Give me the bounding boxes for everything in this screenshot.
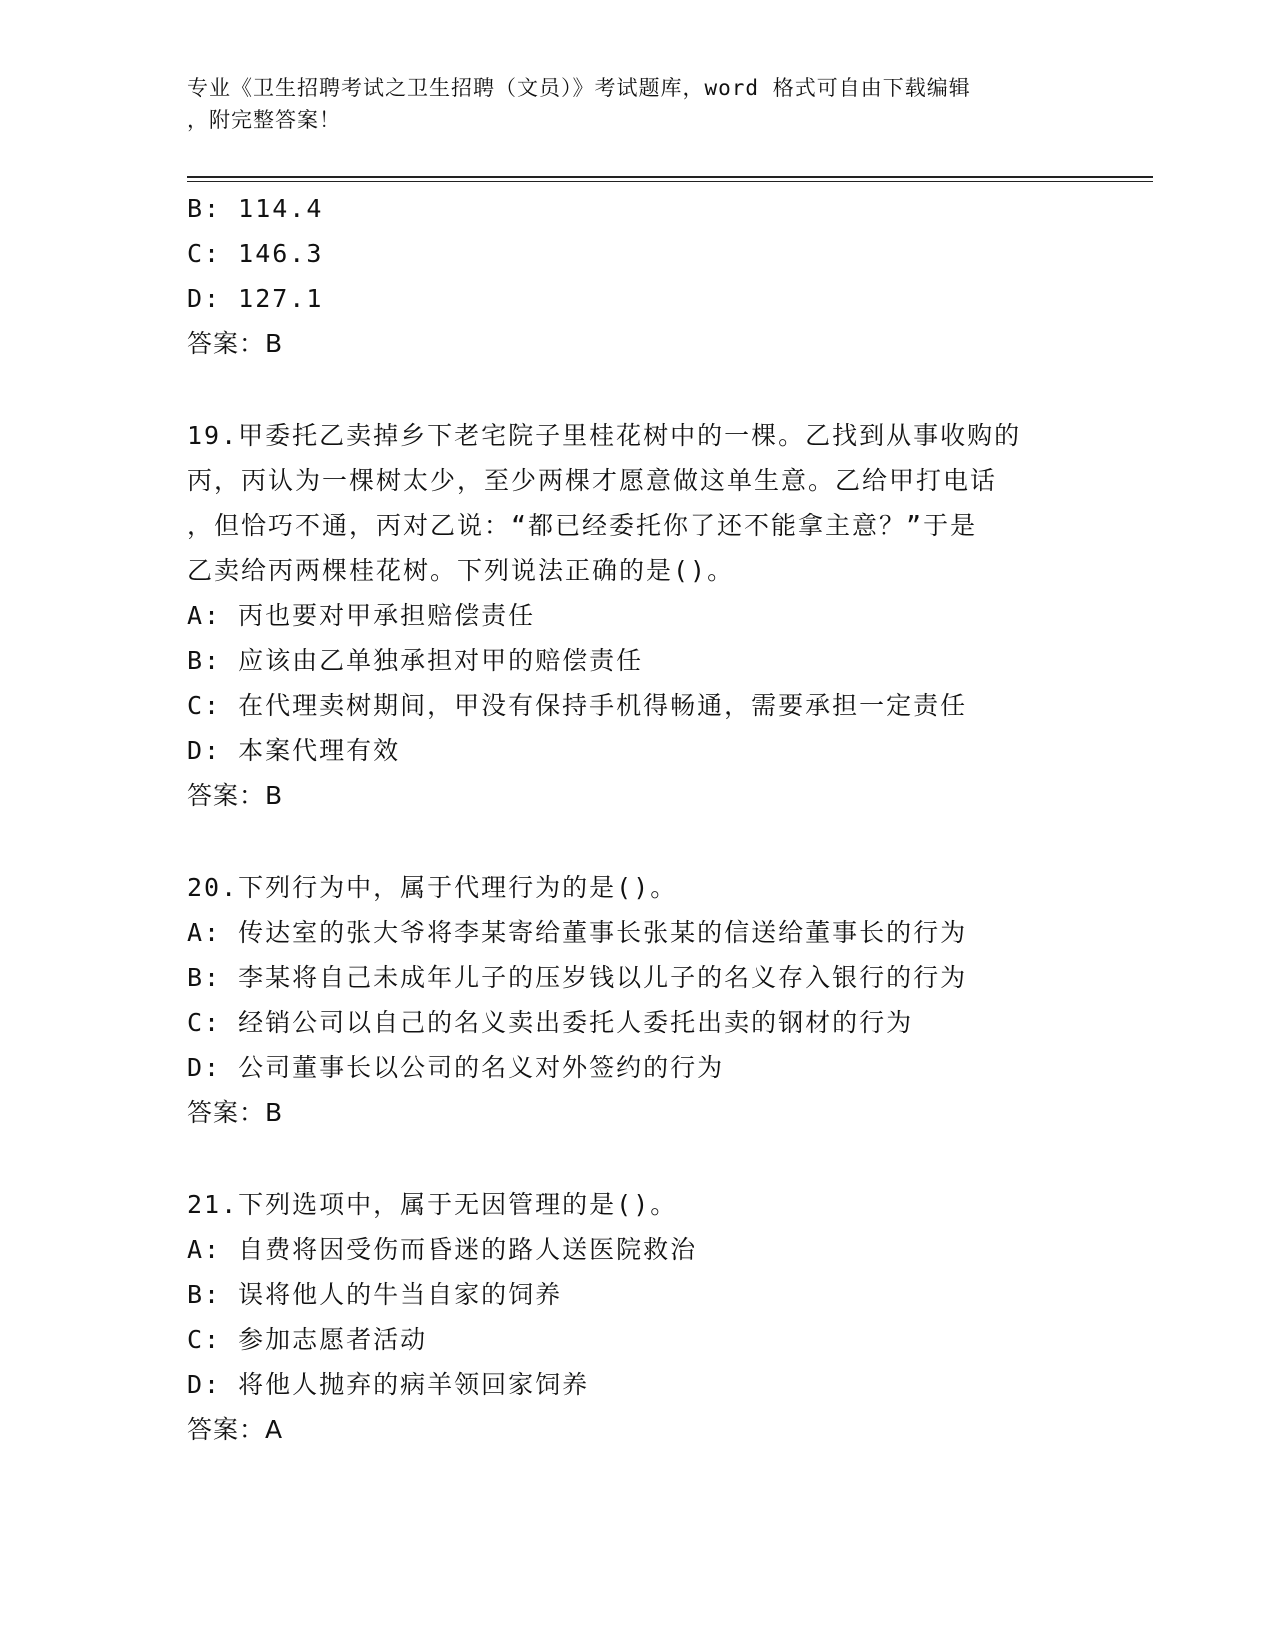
q18-answer: 答案：B (187, 329, 284, 358)
q18-option-c: C: 146.3 (187, 239, 324, 268)
q21-option-c: C: 参加志愿者活动 (187, 1325, 428, 1354)
q20-stem: 20.下列行为中，属于代理行为的是()。 (187, 873, 678, 902)
q18-option-d: D: 127.1 (187, 284, 324, 313)
q20-answer: 答案：B (187, 1098, 284, 1127)
q21-option-b: B: 误将他人的牛当自家的饲养 (187, 1280, 563, 1309)
q19-stem-line-4: 乙卖给丙两棵桂花树。下列说法正确的是()。 (187, 556, 735, 585)
q19-stem-line-1: 19.甲委托乙卖掉乡下老宅院子里桂花树中的一棵。乙找到从事收购的 (187, 421, 1022, 450)
q19-option-b: B: 应该由乙单独承担对甲的赔偿责任 (187, 646, 644, 675)
q21-option-d: D: 将他人抛弃的病羊领回家饲养 (187, 1370, 590, 1399)
header-rule-top (187, 176, 1153, 178)
q19-answer: 答案：B (187, 781, 284, 810)
header-line-1: 专业《卫生招聘考试之卫生招聘（文员）》考试题库，word 格式可自由下载编辑 (187, 76, 971, 100)
q21-answer: 答案：A (187, 1415, 284, 1444)
q19-option-a: A: 丙也要对甲承担赔偿责任 (187, 601, 536, 630)
q21-option-a: A: 自费将因受伤而昏迷的路人送医院救治 (187, 1235, 698, 1264)
q20-option-b: B: 李某将自己未成年儿子的压岁钱以儿子的名义存入银行的行为 (187, 963, 968, 992)
header-line-2: ，附完整答案！ (187, 108, 341, 132)
q19-stem-line-3: ，但恰巧不通，丙对乙说：“都已经委托你了还不能拿主意？”于是 (187, 511, 978, 540)
document-header (187, 72, 1067, 136)
q19-option-c: C: 在代理卖树期间，甲没有保持手机得畅通，需要承担一定责任 (187, 691, 968, 720)
q19-option-d: D: 本案代理有效 (187, 736, 401, 765)
header-rule-bottom (187, 181, 1153, 182)
q18-option-b: B: 114.4 (187, 194, 324, 223)
q20-option-c: C: 经销公司以自己的名义卖出委托人委托出卖的钢材的行为 (187, 1008, 914, 1037)
q19-stem-line-2: 丙，丙认为一棵树太少，至少两棵才愿意做这单生意。乙给甲打电话 (187, 466, 998, 495)
q21-stem: 21.下列选项中，属于无因管理的是()。 (187, 1190, 678, 1219)
q20-option-a: A: 传达室的张大爷将李某寄给董事长张某的信送给董事长的行为 (187, 918, 968, 947)
q20-option-d: D: 公司董事长以公司的名义对外签约的行为 (187, 1053, 725, 1082)
